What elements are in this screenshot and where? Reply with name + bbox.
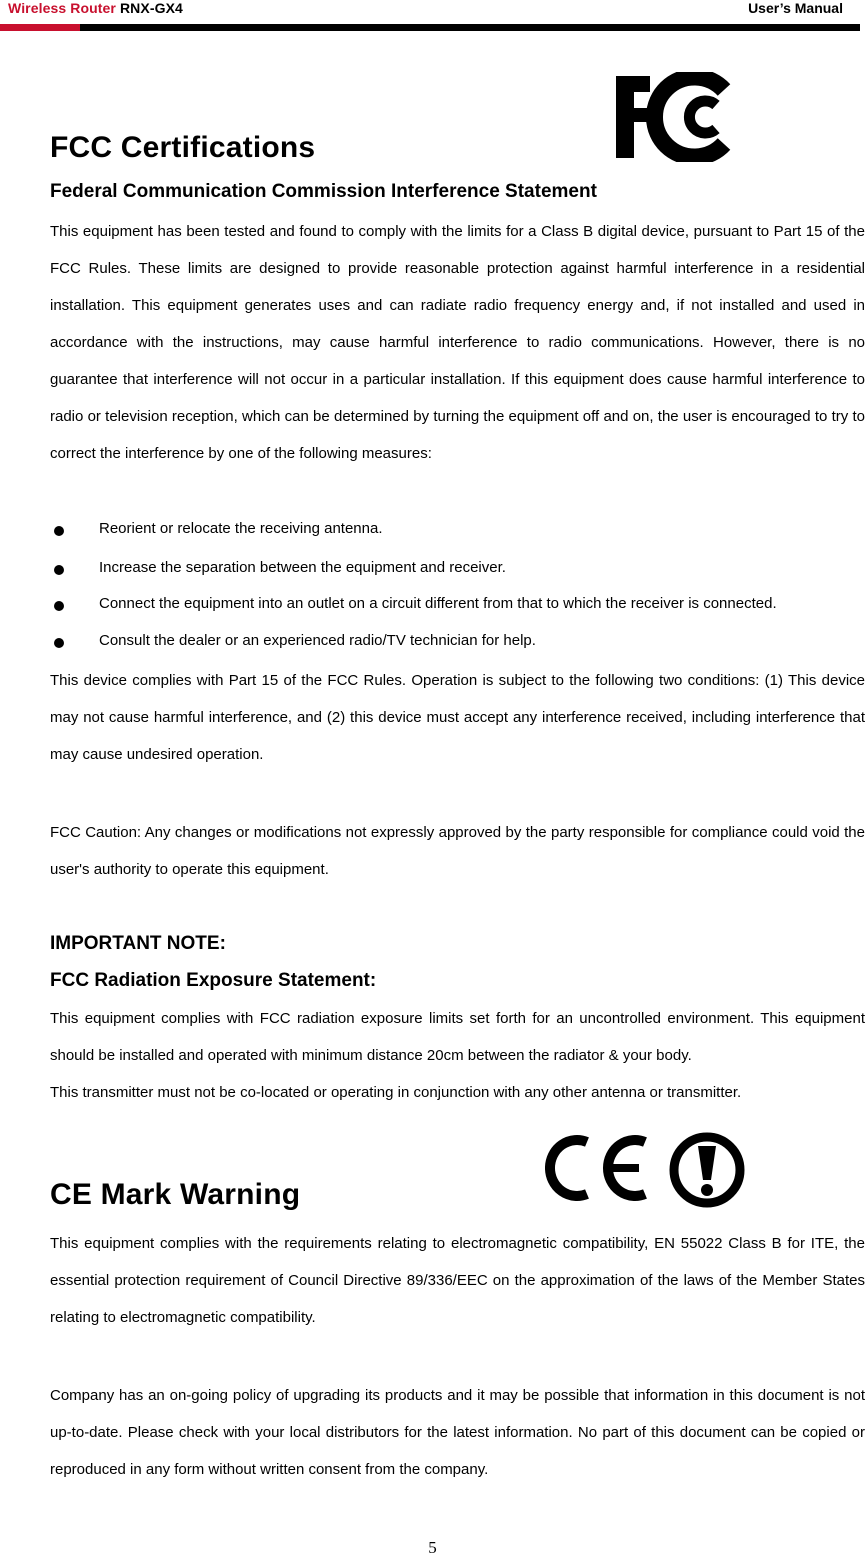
- header-manual-title: User’s Manual: [748, 0, 843, 16]
- ce-alert-logo-icon: [545, 1128, 745, 1210]
- list-item: [50, 632, 865, 656]
- important-note-title: IMPORTANT NOTE:: [50, 933, 226, 954]
- fcc-subtitle: Federal Communication Commission Interference Statement: [50, 181, 597, 202]
- bullet-icon: [54, 601, 64, 611]
- fcc-title: FCC Certifications: [50, 131, 316, 164]
- header-product: [8, 0, 183, 16]
- page-header: [0, 0, 865, 32]
- header-brand: Wireless Router: [8, 0, 116, 16]
- fcc-part15-statement: This device complies with Part 15 of the FCC Rules. Operation is subject to the following two conditions: (1) This device may not cause harmful interference, and (2) this device must accept any interference received, including interference that may cause undesired operation.: [50, 672, 865, 763]
- list-item-text: Consult the dealer or an experienced radio/TV technician for help.: [99, 632, 536, 649]
- radiation-exposure-title: FCC Radiation Exposure Statement:: [50, 970, 377, 991]
- list-item: [50, 559, 865, 583]
- bullet-icon: [54, 526, 64, 536]
- list-item: [50, 520, 865, 544]
- company-policy: Company has an on-going policy of upgrading its products and it may be possible that information in this document is not up-to-date. Please check with your local distributors for the latest information. No part of this document can be copied or reproduced in any form without written consent from the company.: [50, 1387, 865, 1478]
- page-number: 5: [428, 1538, 437, 1557]
- radiation-exposure-statement: This equipment complies with FCC radiation exposure limits set forth for an uncontrolled environment. This equipment should be installed and operated with minimum distance 20cm between the radiator & your body.: [50, 1010, 865, 1064]
- list-item-text: Increase the separation between the equipment and receiver.: [99, 559, 506, 576]
- header-bar-black: [80, 24, 860, 31]
- ce-title: CE Mark Warning: [50, 1178, 301, 1211]
- fcc-logo-icon: [612, 72, 738, 162]
- colocation-statement: This transmitter must not be co-located or operating in conjunction with any other antenna or transmitter.: [50, 1084, 742, 1101]
- bullet-icon: [54, 565, 64, 575]
- list-item-text: Reorient or relocate the receiving antenna.: [99, 520, 383, 537]
- list-item: [50, 595, 865, 619]
- fcc-statement: This equipment has been tested and found to comply with the limits for a Class B digital device, pursuant to Part 15 of the FCC Rules. These limits are designed to provide reasonable protection against harmful interference in a residential installation. This equipment generates uses and can radiate radio frequency energy and, if not installed and used in accordance with the instructions, may cause harmful interference to radio communications. However, there is no guarantee that interference will not occur in a particular installation. If this equipment does cause harmful interference to radio or television reception, which can be determined by turning the equipment off and on, the user is encouraged to try to correct the interference by one of the following measures:: [50, 223, 865, 462]
- fcc-caution: FCC Caution: Any changes or modifications not expressly approved by the party responsible for compliance could void the user's authority to operate this equipment.: [50, 824, 865, 878]
- ce-statement: This equipment complies with the requirements relating to electromagnetic compatibility, EN 55022 Class B for ITE, the essential protection requirement of Council Directive 89/336/EEC on the approximation of the laws of the Member States relating to electromagnetic compatibility.: [50, 1235, 865, 1326]
- header-bar-red: [0, 24, 80, 31]
- list-item-text: Connect the equipment into an outlet on a circuit different from that to which the receiver is connected.: [99, 595, 777, 612]
- header-model: RNX-GX4: [115, 0, 183, 16]
- bullet-icon: [54, 638, 64, 648]
